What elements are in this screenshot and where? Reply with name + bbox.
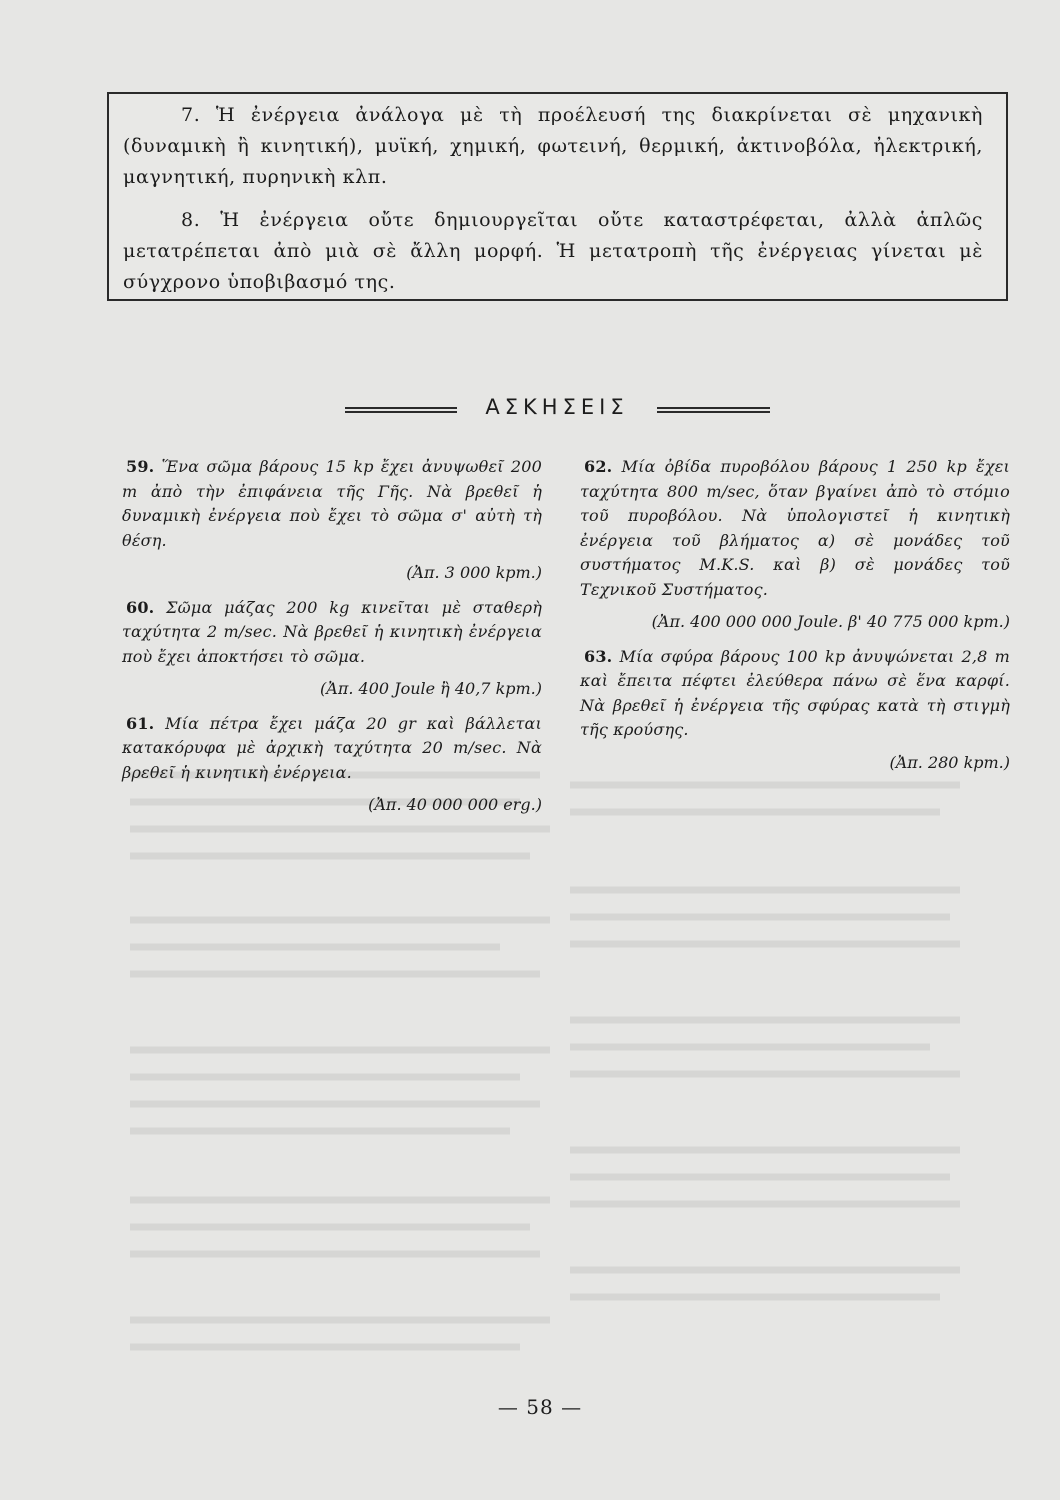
bleed-lines-right	[560, 770, 970, 1370]
heading-rule-left	[345, 407, 457, 413]
exercises-left-column	[122, 455, 542, 828]
exercise-60-answer: (Ἀπ. 400 Joule ἢ 40,7 kpm.)	[320, 679, 542, 698]
exercise-62-text: 62. Μία ὀβίδα πυροβόλου βάρους 1 250 kp ἔχει ταχύτητα 800 m/sec, ὅταν βγαίνει ἀπὸ τὸ στόμιο τοῦ πυροβόλου. Νὰ ὑπολογιστεῖ ἡ κινητικὴ ἐνέργεια τοῦ βλήματος α) σὲ μονάδες τοῦ συστήματος M.K.S. καὶ β) σὲ μονάδες τοῦ Τεχνικοῦ Συστήματος.	[580, 457, 1010, 599]
exercise-59	[122, 455, 542, 586]
exercise-number: 61.	[126, 713, 155, 733]
exercise-63-answer: (Ἀπ. 280 kpm.)	[889, 752, 1010, 772]
summary-box-content	[123, 100, 983, 310]
summary-point-8: 8. Ἡ ἐνέργεια οὔτε δημιουργεῖται οὔτε καταστρέφεται, ἀλλὰ ἁπλῶς μετατρέπεται ἀπὸ μιὰ σὲ ἄλλη μορφή. Ἡ μετατροπὴ τῆς ἐνέργειας γίνεται μὲ σύγχρονο ὑποβιβασμό της.	[123, 209, 983, 293]
exercise-63-text: 63. Μία σφύρα βάρους 100 kp ἀνυψώνεται 2,8 m καὶ ἔπειτα πέφτει ἐλεύθερα πάνω σὲ ἕνα καρφί. Νὰ βρεθεῖ ἡ ἐνέργεια τῆς σφύρας κατὰ τὴ στιγμὴ τῆς κρούσης.	[580, 646, 1010, 739]
exercise-62	[580, 455, 1010, 635]
page-number: — 58 —	[497, 1395, 583, 1419]
exercise-62-answer: (Ἀπ. 400 000 000 Joule. β' 40 775 000 kpm.)	[651, 612, 1010, 631]
bleed-through-texture-right	[560, 770, 970, 1370]
exercise-59-text: 59. Ἕνα σῶμα βάρους 15 kp ἔχει ἀνυψωθεῖ 200 m ἀπὸ τὴν ἐπιφάνεια τῆς Γῆς. Νὰ βρεθεῖ ἡ δυναμικὴ ἐνέργεια ποὺ ἔχει τὸ σῶμα σ' αὐτὴ τὴ θέση.	[122, 457, 542, 550]
summary-box	[107, 92, 1008, 301]
exercise-number: 63.	[584, 646, 613, 666]
exercises-right-column	[580, 455, 1010, 785]
bleed-through-texture	[120, 760, 560, 1400]
summary-point-7: 7. Ἡ ἐνέργεια ἀνάλογα μὲ τὴ προέλευσή της διακρίνεται σὲ μηχανικὴ (δυναμικὴ ἢ κινητική), μυϊκή, χημική, φωτεινή, θερμική, ἀκτινοβόλα, ἠλεκτρική, μαγνητική, πυρηνικὴ κλπ.	[123, 104, 983, 188]
exercise-63	[580, 645, 1010, 776]
exercise-number: 59.	[126, 457, 155, 476]
heading-rule-right	[657, 407, 770, 413]
section-heading-block	[345, 395, 770, 429]
exercise-61-answer: (Ἀπ. 40 000 000 erg.)	[368, 795, 542, 814]
section-heading: ΑΣΚΗΣΕΙΣ	[485, 395, 629, 419]
exercise-number: 62.	[584, 457, 613, 476]
exercise-60-text: 60. Σῶμα μάζας 200 kg κινεῖται μὲ σταθερὴ ταχύτητα 2 m/sec. Νὰ βρεθεῖ ἡ κινητικὴ ἐνέργεια ποὺ ἔχει ἀποκτήσει τὸ σῶμα.	[122, 597, 542, 666]
exercise-61	[122, 712, 542, 818]
exercise-60	[122, 596, 542, 702]
exercise-number: 60.	[126, 597, 155, 617]
exercise-59-answer: (Ἀπ. 3 000 kpm.)	[406, 563, 542, 582]
exercise-61-text: 61. Μία πέτρα ἔχει μάζα 20 gr καὶ βάλλεται κατακόρυφα μὲ ἀρχικὴ ταχύτητα 20 m/sec. Νὰ βρεθεῖ ἡ κινητικὴ ἐνέργεια.	[122, 713, 542, 782]
bleed-lines-left	[120, 760, 560, 1400]
